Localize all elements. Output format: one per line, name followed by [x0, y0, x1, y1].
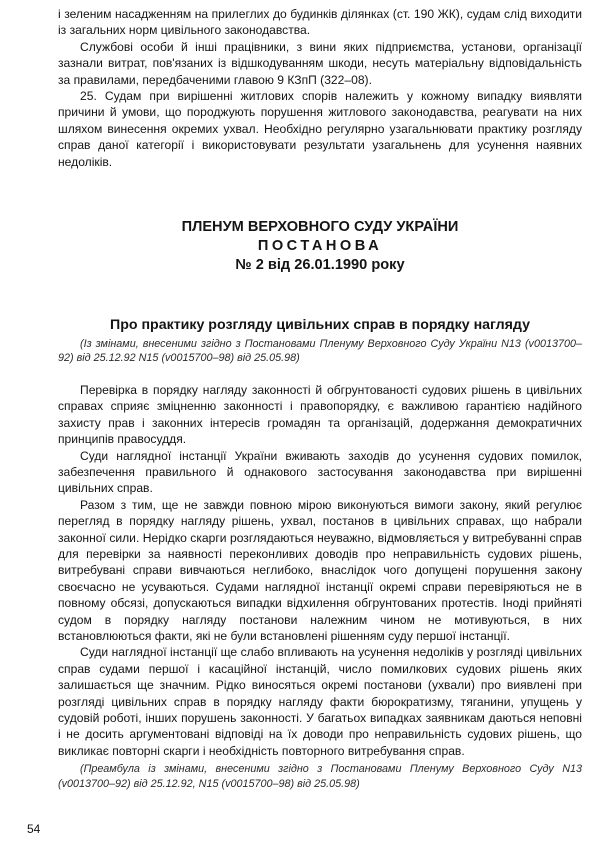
- body-paragraph: Суди наглядної інстанції України вживають заходів до усунення судових помилок, забезпечення правильного й однакового застосування законодавства при вирішенні цивільних справ.: [58, 448, 582, 496]
- page-content: [58, 6, 582, 791]
- paragraph-continuation: і зеленим насадженням на прилеглих до будинків ділянках (ст. 190 ЖК), судам слід виходити із загальних норм цивільного законодавства.: [58, 7, 582, 38]
- document-body: [58, 382, 582, 759]
- document-number-date: № 2 від 26.01.1990 року: [235, 257, 405, 274]
- document-type: ПОСТАНОВА: [257, 238, 383, 255]
- document-heading: [58, 218, 582, 275]
- page-number: 54: [27, 822, 41, 836]
- body-paragraph: Перевірка в порядку нагляду законності й обгрунтованості судових рішень в цивільних справах сприяє зміцненню законності і правопорядку, є важливою гарантією надійного захисту прав і законних інтересів громадян та організацій, додержання демократичних принципів правосуддя.: [58, 382, 582, 447]
- issuer-title: ПЛЕНУМ ВЕРХОВНОГО СУДУ УКРАЇНИ: [181, 219, 459, 236]
- paragraph-liability: Службові особи й інші працівники, з вини яких підприємства, установи, організації зазнали витрат, пов'язаних із відшкодуванням шкоди, несуть матеріальну відповідальність за правилами, передбаченими главою 9 КЗпП (322–08).: [58, 39, 582, 87]
- paragraph-item-25: 25. Судам при вирішенні житлових спорів належить у кожному випадку виявляти причини й умови, що породжують порушення житлового законодавства, реагувати на них шляхом винесення окремих ухвал. Необхідно регулярно узагальнювати практику розгляду справ даної категорії і використовувати результати узагальнень для усунення наявних недоліків.: [58, 89, 582, 169]
- preamble-note: (Преамбула із змінами, внесеними згідно з Постановами Пленуму Верховного Суду N13 (v0013700–92) від 25.12.92, N15 (v0015700–98) від 25.05.98): [58, 763, 582, 790]
- body-paragraph: Суди наглядної інстанції ще слабо впливають на усунення недоліків у розгляді цивільних справ судами першої і касаційної інстанцій, число помилкових судових рішень яких залишається ще значним. Рідко виносяться окремі постанови (ухвали) про виявлені при розгляді цивільних справ в порядку нагляду факти бюрократизму, тяганини, упущень у судовій роботі, інших порушень законності. У багатьох випадках заявникам даються неповні і не досить аргументовані відповіді на їх доводи про неправильність судових рішень, що викликає повторні скарги і необхідність повторного витребування справ.: [58, 645, 582, 758]
- amendment-note: (Із змінами, внесеними згідно з Постановами Пленуму Верховного Суду України N13 (v0013700–92) від 25.12.92 N15 (v0015700–98) від 25.05.98): [58, 338, 582, 365]
- previous-document-tail: [58, 6, 582, 170]
- document-title: Про практику розгляду цивільних справ в порядку нагляду: [110, 317, 530, 334]
- body-paragraph: Разом з тим, ще не завжди повною мірою виконуються вимоги закону, який регулює перегляд в порядку нагляду рішень, ухвал, постанов в цивільних справах, що набрали законної сили. Нерідко скарги розглядаються неуважно, відмовляється у витребуванні справ для перевірки за наявності переконливих доводів про неправильність судових рішень, витребувані справи вивчаються неглибоко, внаслідок чого допущені порушення закону своєчасно не усуваються. Судами наглядної інстанції окремі справи перевіряються не в повному обсязі, допускаються випадки відхилення обгрунтованих протестів. Іноді прийняті судом в порядку нагляду постанови належним чином не мотивуються, в них встановлюються факти, які не були встановлені рішенням суду першої інстанції.: [58, 497, 582, 643]
